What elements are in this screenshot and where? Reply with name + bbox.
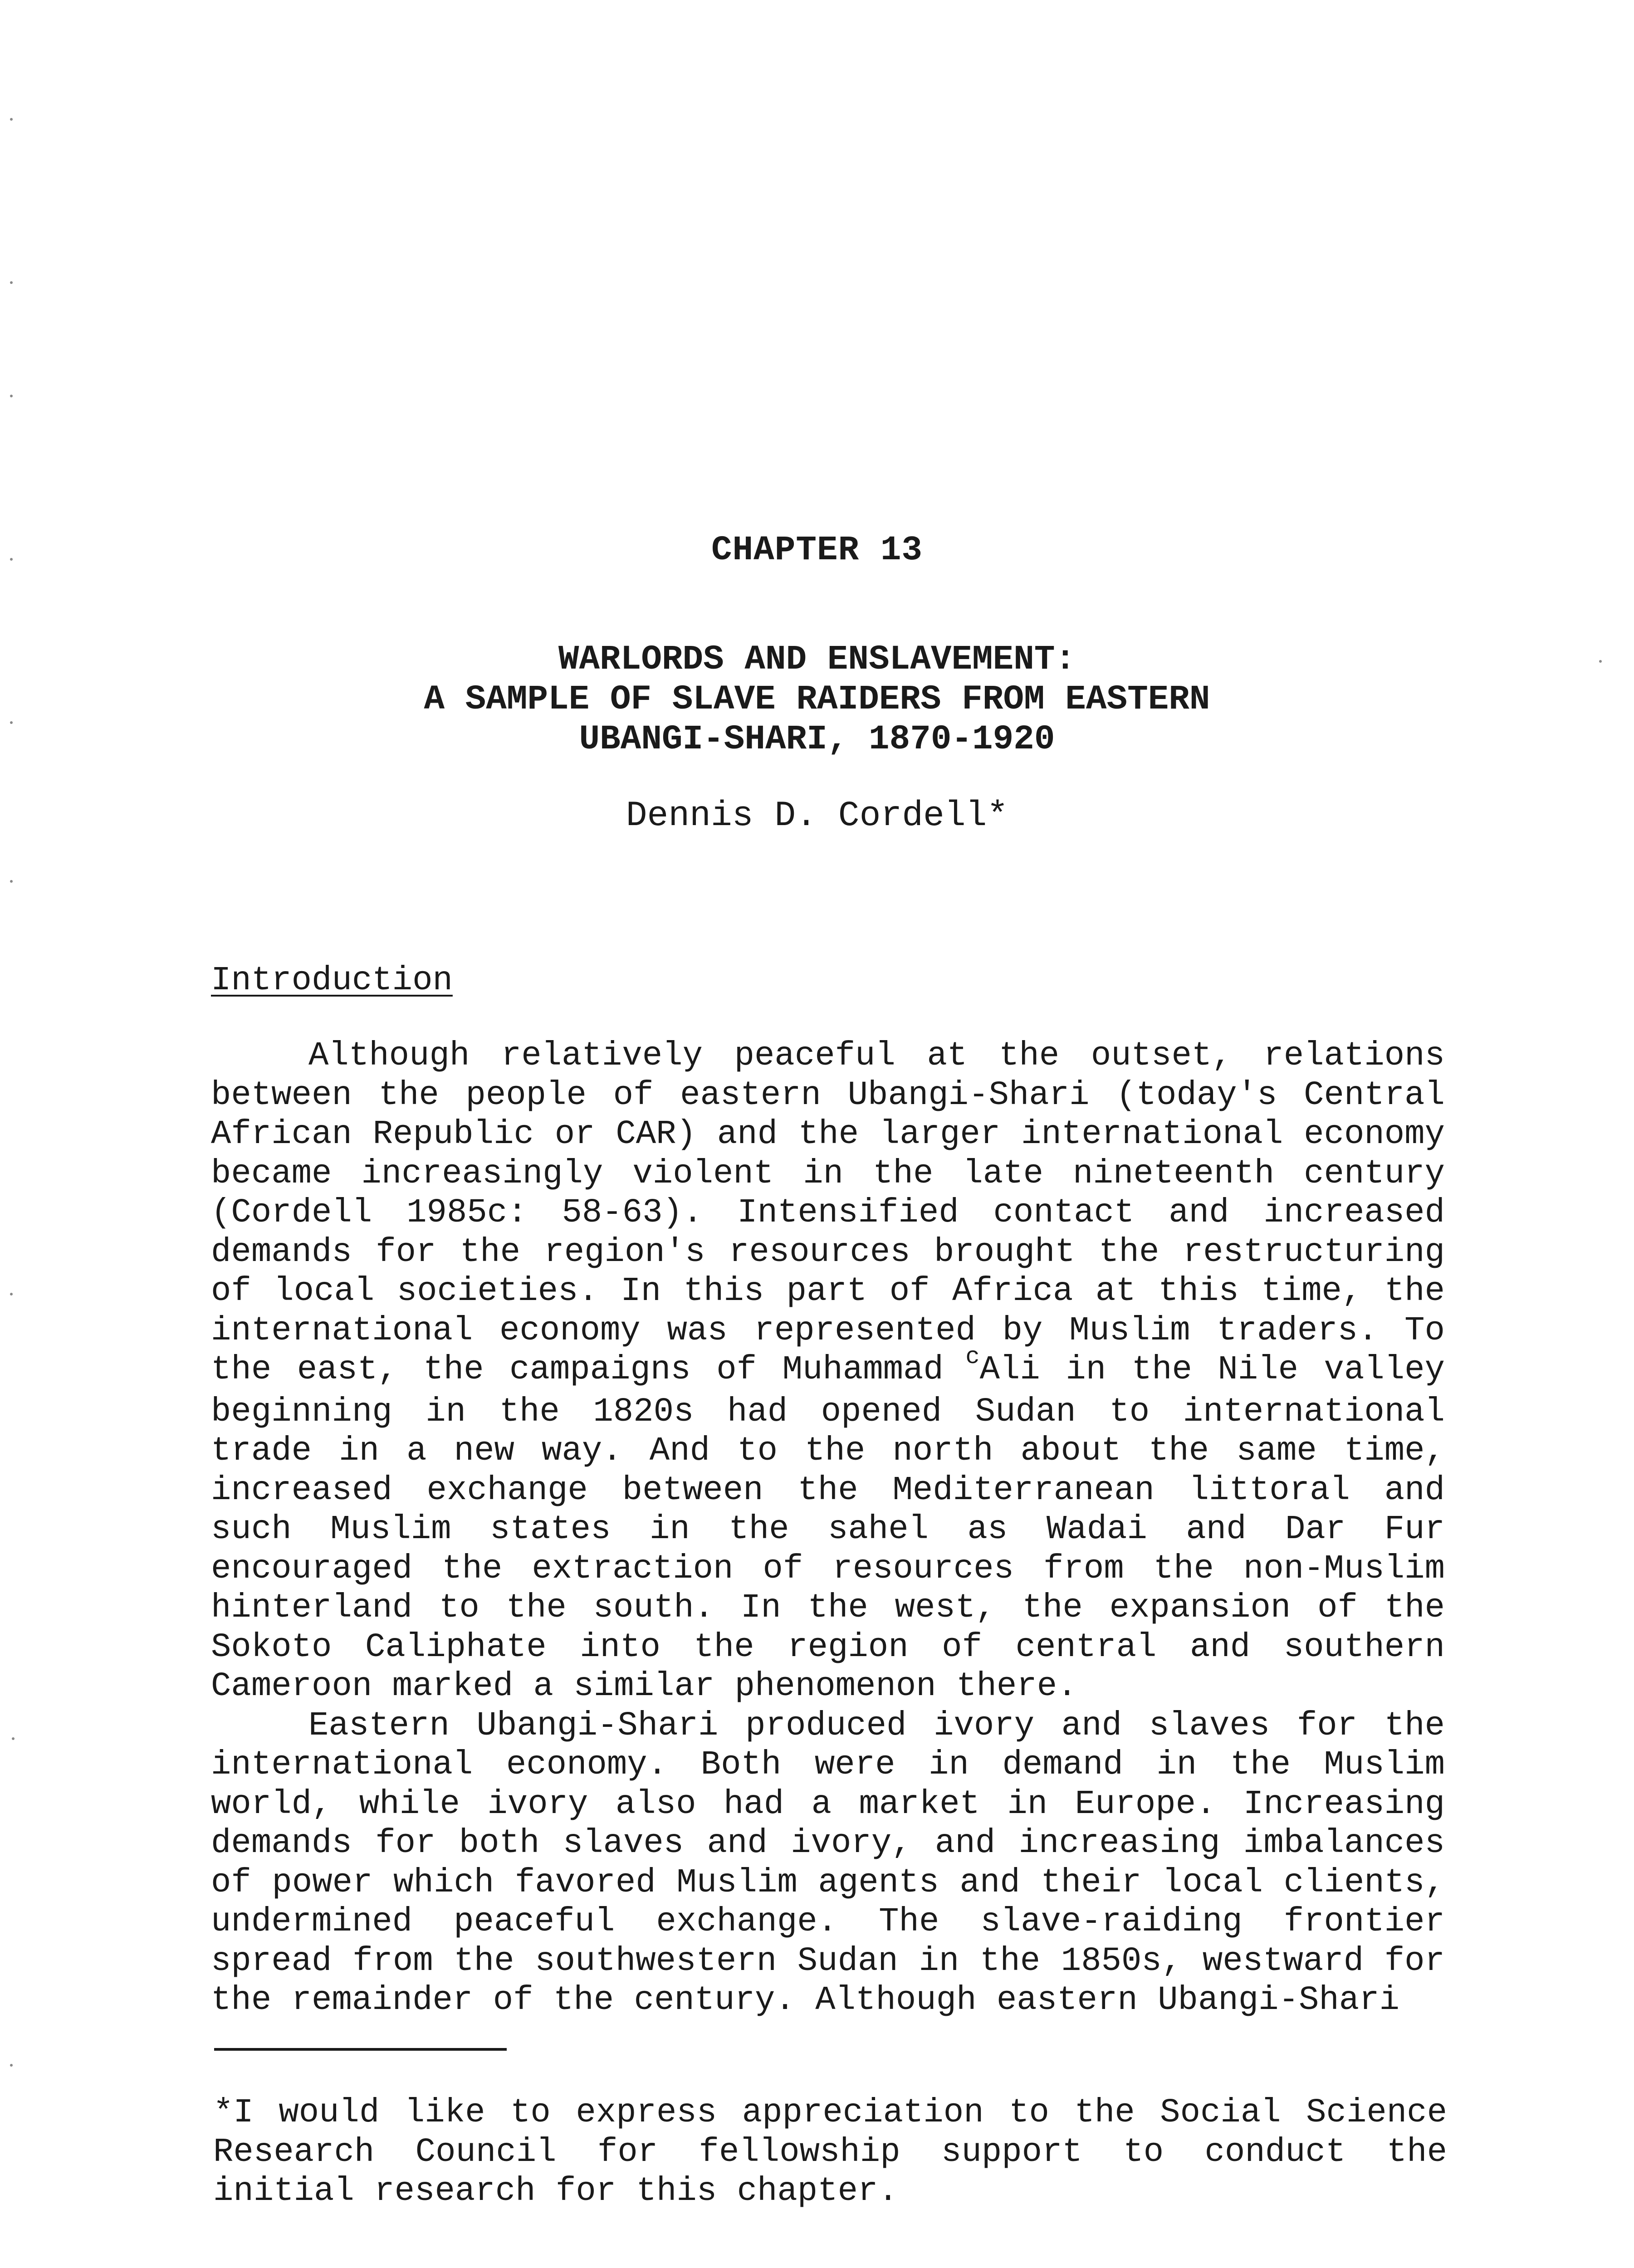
scan-speck bbox=[10, 281, 13, 284]
paragraph-1-part-1: Although relatively peaceful at the outset, relations between the people of eastern Ubangi-Shari (today's Central African Republic or CAR) and the larger international economy became increasingly violent in the late nineteenth century (Cordell 1985c: 58-63). Intensified contact and increased demands for the region's resources brought the restructuring of local societies. In this part of Africa at this time, the international economy was represented by Muslim traders. To the east, the campaigns of Muhammad bbox=[211, 1037, 1445, 1389]
section-heading: Introduction bbox=[211, 962, 453, 1000]
scan-speck bbox=[10, 395, 13, 397]
scan-speck bbox=[10, 2064, 13, 2067]
paragraph-2: Eastern Ubangi-Shari produced ivory and slaves for the international economy. Both were in demand in the Muslim world, while ivory also had a market in Europe. Increasing demands for both slaves and ivory, and increasing imbalances of power which favored Muslim agents and their local clients, undermined peaceful exchange. The slave-raiding frontier spread from the southwestern Sudan in the 1850s, westward for the remainder of the century. Although eastern Ubangi-Shari bbox=[211, 1706, 1445, 2019]
body-text bbox=[211, 1036, 1445, 2020]
scan-speck bbox=[12, 1737, 15, 1740]
footnote: *I would like to express appreciation to the Social Science Research Council for fellowship support to conduct the initial research for this chapter. bbox=[213, 2094, 1447, 2210]
chapter-title-line-2: A SAMPLE OF SLAVE RAIDERS FROM EASTERN bbox=[424, 680, 1210, 719]
chapter-title bbox=[0, 640, 1634, 759]
footnote-divider bbox=[214, 2048, 507, 2051]
ayn-superscript: c bbox=[965, 1344, 980, 1370]
paragraph-1 bbox=[211, 1036, 1445, 1706]
scan-speck bbox=[1599, 660, 1602, 663]
scan-speck bbox=[10, 558, 13, 561]
author-name: Dennis D. Cordell* bbox=[626, 796, 1008, 836]
chapter-label: CHAPTER 13 bbox=[711, 531, 923, 570]
scan-speck bbox=[10, 721, 13, 724]
chapter-title-line-1: WARLORDS AND ENSLAVEMENT: bbox=[558, 640, 1076, 679]
chapter-title-line-3: UBANGI-SHARI, 1870-1920 bbox=[579, 720, 1055, 759]
paragraph-1-part-2: Ali in the Nile valley beginning in the 1820s had opened Sudan to international trade in a new way. And to the north about the same time, increased exchange between the Mediterranean littoral and such Muslim states in the sahel as Wadai and Dar Fur encouraged the extraction of resources from the non-Muslim hinterland to the south. In the west, the expansion of the Sokoto Caliphate into the region of central and southern Cameroon marked a similar phenomenon there. bbox=[211, 1351, 1445, 1706]
scan-speck bbox=[10, 880, 13, 883]
scan-speck bbox=[10, 1293, 13, 1295]
scan-speck bbox=[10, 118, 13, 121]
